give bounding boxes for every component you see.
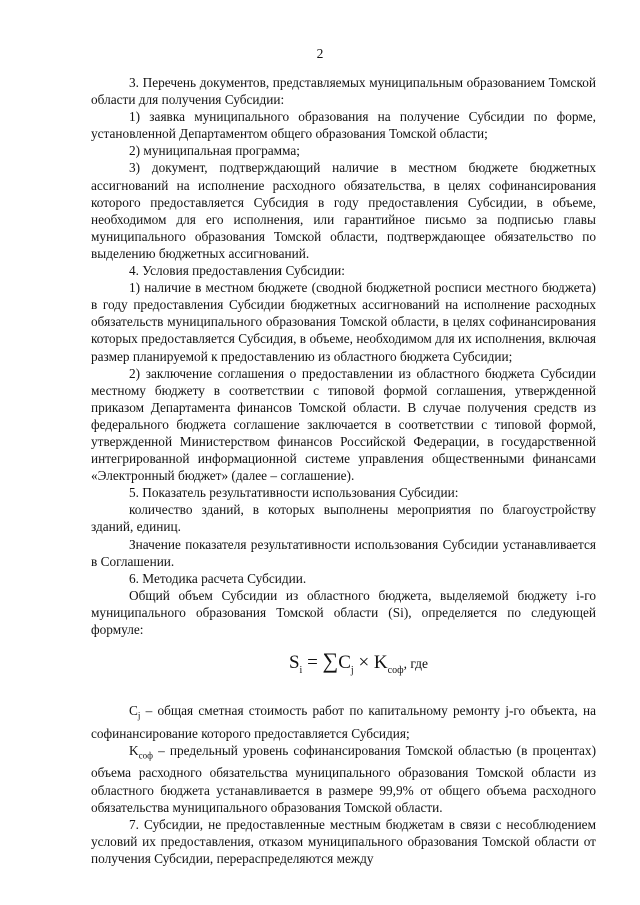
section-4-heading: 4. Условия предоставления Субсидии: <box>129 263 345 279</box>
subsidy-formula <box>121 648 596 684</box>
section-5-heading: 5. Показатель результативности использования Субсидии: <box>129 485 459 501</box>
formula-k-sub: соф <box>387 664 404 676</box>
formula-equals: = <box>307 652 318 674</box>
section-3-item-1: 1) заявка муниципального образования на получение Субсидии по форме, установленной Департаментом общего образования Томской области; <box>91 109 596 142</box>
document-body <box>91 74 596 867</box>
definition-k-symbol: K <box>129 742 139 758</box>
definition-c-text: – общая сметная стоимость работ по капитальному ремонту j-го объекта, на софинансирование которого предоставляется Субсидия; <box>91 702 596 741</box>
section-7-text: 7. Субсидии, не предоставленные местным бюджетам в связи с несоблюдением условий их предоставления, отказом муниципального образования Томской области от получения Субсидии, перераспределяются между <box>91 816 596 866</box>
section-6-intro: Общий объем Субсидии из областного бюджета, выделяемой бюджету i-го муниципального образования Томской области (Si), определяется по следующей формуле: <box>91 587 596 637</box>
section-3-item-3: 3) документ, подтверждающий наличие в местном бюджете бюджетных ассигнований на исполнение расходного обязательства, в целях софинансирования которого предоставляется Субсидия в году предоставления Субсидии, в объеме, необходимом для его исполнения, или гарантийное письмо за подписью главы муниципального образования Томской области, подтверждающее обязательство по выделению бюджетных ассигнований. <box>91 160 596 261</box>
formula-c: C <box>338 652 351 674</box>
section-5-indicator: количество зданий, в которых выполнены мероприятия по благоустройству зданий, единиц. <box>91 502 596 535</box>
definition-k-text: – предельный уровень софинансирования Томской областью (в процентах) объема расходного обязательства муниципального образования Томской области из областного бюджета устанавливается в размере 99,9% от общего объема расходного обязательства муниципального образования Томской области. <box>91 742 596 815</box>
formula-sum-symbol: ∑ <box>322 648 339 674</box>
section-4-item-1: 1) наличие в местном бюджете (сводной бюджетной росписи местного бюджета) в году предоставления Субсидии бюджетных ассигнований на исполнение расходных обязательств муниципального образования Томской области, в целях софинансирования которых предоставляется Субсидия, в объеме, необходимом для их исполнения, включая размер планируемой к предоставлению из областного бюджета Субсидии; <box>91 280 596 364</box>
formula-lhs-sub: i <box>299 664 303 676</box>
section-3-heading: 3. Перечень документов, представляемых муниципальным образованием Томской области для получения Субсидии: <box>91 75 596 108</box>
definition-k <box>91 742 596 816</box>
formula-times: × <box>358 652 370 674</box>
formula-k: K <box>373 652 388 674</box>
section-4-item-2: 2) заключение соглашения о предоставлении из областного бюджета Субсидии местному бюджету в соответствии с типовой формой соглашения, утвержденной приказом Департамента финансов Томской области. В случае получения средств из федерального бюджета соглашение заключается в соответствии с типовой формой, утвержденной Министерством финансов Российской Федерации, в государственной интегрированной информационной системе управления общественными финансами «Электронный бюджет» (далее – соглашение). <box>91 365 596 484</box>
definition-c-symbol: C <box>129 702 138 718</box>
definition-c <box>91 702 596 742</box>
section-6-heading: 6. Методика расчета Субсидии. <box>129 570 307 586</box>
formula-tail: , где <box>403 656 429 672</box>
definition-c-sub: j <box>137 710 141 721</box>
formula-c-sub: j <box>350 664 354 676</box>
section-3-item-2: 2) муниципальная программа; <box>129 143 300 159</box>
section-5-value-note: Значение показателя результативности использования Субсидии устанавливается в Соглашении. <box>91 536 596 569</box>
definition-k-sub: соф <box>138 750 153 761</box>
formula-lhs: S <box>288 652 300 674</box>
page-number: 2 <box>316 46 324 61</box>
